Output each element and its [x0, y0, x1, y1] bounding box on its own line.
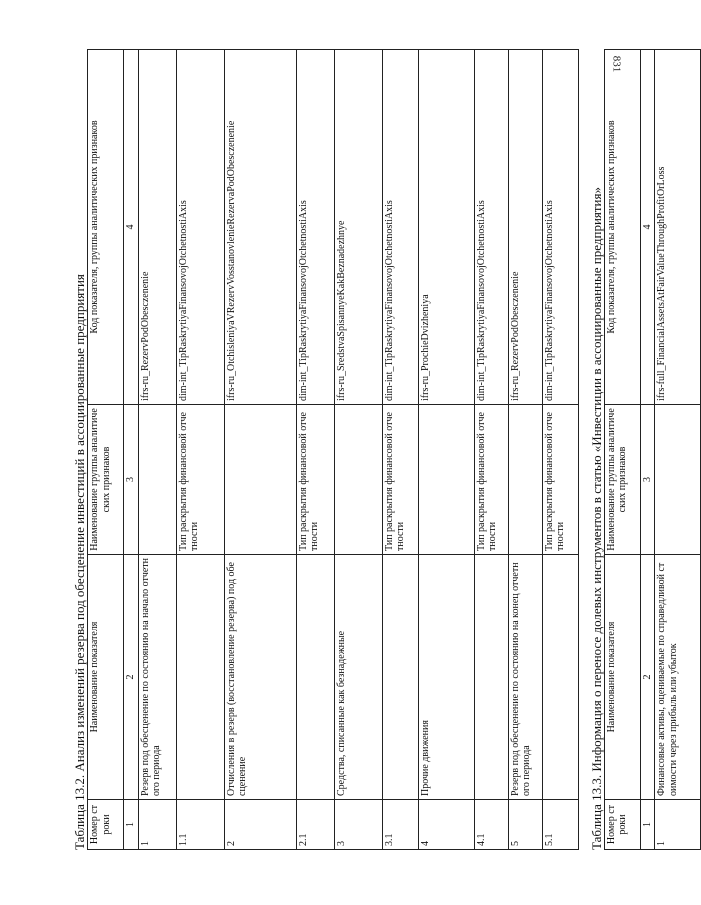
table-13-3	[604, 49, 701, 850]
row-number: 1	[655, 800, 701, 850]
column-number-cell: 2	[124, 555, 139, 800]
column-number-cell: 2	[640, 555, 655, 800]
indicator-name: Финансовые активы, оцениваемые по справедливой стоимости через прибыль или убыток	[655, 555, 701, 800]
row-number: 4	[418, 800, 474, 850]
indicator-code: ifrs-ru_OtchisleniyaVRezervVosstanovlenieRezervaPodObesczenenie	[224, 50, 296, 405]
table-13-3-caption: Таблица 13.3. Информация о переносе долевых инструментов в статью «Инвестиции в ассоциированные предприятия»	[588, 187, 604, 850]
attribute-group	[655, 405, 701, 555]
indicator-code: ifrs-ru_ProchieDvizheniya	[418, 50, 474, 405]
indicator-name: Отчисления в резерв (восстановление резерва) под обесценение	[224, 555, 296, 800]
row-number: 5.1	[542, 800, 578, 850]
table-row	[542, 50, 578, 850]
indicator-name	[474, 555, 508, 800]
indicator-code: dim-int_TipRaskrytiyaFinansovojOtchetnostiAxis	[176, 50, 224, 405]
table-row	[474, 50, 508, 850]
indicator-code: ifrs-ru_SredstvaSpisannyeKakBeznadezhnye	[334, 50, 382, 405]
table-row	[334, 50, 382, 850]
table-row	[382, 50, 418, 850]
column-number-row	[124, 50, 139, 850]
indicator-code: ifrs-ru_RezervPodObesczenenie	[508, 50, 542, 405]
table-row	[224, 50, 296, 850]
attribute-group	[334, 405, 382, 555]
table-header-row	[604, 50, 640, 850]
column-number-cell: 1	[640, 800, 655, 850]
attribute-group: Тип раскрытия финансовой отчетности	[382, 405, 418, 555]
column-number-cell: 3	[640, 405, 655, 555]
header-cell: Код показателя, группы аналитических признаков	[604, 50, 640, 405]
row-number: 5	[508, 800, 542, 850]
indicator-code: ifrs-full_FinancialAssetsAtFairValueThroughProfitOrLoss	[655, 50, 701, 405]
row-number: 3	[334, 800, 382, 850]
row-number: 4.1	[474, 800, 508, 850]
table-row	[655, 50, 701, 850]
column-number-cell: 4	[124, 50, 139, 405]
header-cell: Номер строки	[604, 800, 640, 850]
header-cell: Код показателя, группы аналитических признаков	[88, 50, 124, 405]
table-row	[508, 50, 542, 850]
attribute-group: Тип раскрытия финансовой отчетности	[176, 405, 224, 555]
column-number-cell: 4	[640, 50, 655, 405]
attribute-group	[508, 405, 542, 555]
header-cell: Номер строки	[88, 800, 124, 850]
table-header-row	[88, 50, 124, 850]
indicator-name: Прочие движения	[418, 555, 474, 800]
header-cell: Наименование показателя	[604, 555, 640, 800]
attribute-group	[418, 405, 474, 555]
row-number: 2.1	[296, 800, 334, 850]
indicator-name: Средства, списанные как безнадежные	[334, 555, 382, 800]
page-number: 831	[610, 55, 623, 73]
indicator-name	[542, 555, 578, 800]
attribute-group: Тип раскрытия финансовой отчетности	[296, 405, 334, 555]
row-number: 3.1	[382, 800, 418, 850]
indicator-code: ifrs-ru_RezervPodObesczenenie	[138, 50, 176, 405]
row-number: 1.1	[176, 800, 224, 850]
table-13-2-caption: Таблица 13.2. Анализ изменений резерва под обесценение инвестиций в ассоциированные предприятия	[72, 274, 87, 850]
table-row	[176, 50, 224, 850]
column-number-row	[640, 50, 655, 850]
indicator-code: dim-int_TipRaskrytiyaFinansovojOtchetnostiAxis	[542, 50, 578, 405]
table-row	[296, 50, 334, 850]
indicator-name	[296, 555, 334, 800]
table-13-2	[87, 49, 579, 850]
row-number: 1	[138, 800, 176, 850]
indicator-name: Резерв под обесценение по состоянию на конец отчетного периода	[508, 555, 542, 800]
rotated-page-content	[72, 50, 701, 850]
indicator-code: dim-int_TipRaskrytiyaFinansovojOtchetnostiAxis	[296, 50, 334, 405]
indicator-name	[176, 555, 224, 800]
column-number-cell: 1	[124, 800, 139, 850]
indicator-code: dim-int_TipRaskrytiyaFinansovojOtchetnostiAxis	[382, 50, 418, 405]
table-row	[138, 50, 176, 850]
column-number-cell: 3	[124, 405, 139, 555]
indicator-name	[382, 555, 418, 800]
header-cell: Наименование показателя	[88, 555, 124, 800]
indicator-code: dim-int_TipRaskrytiyaFinansovojOtchetnostiAxis	[474, 50, 508, 405]
row-number: 2	[224, 800, 296, 850]
attribute-group: Тип раскрытия финансовой отчетности	[542, 405, 578, 555]
indicator-name: Резерв под обесценение по состоянию на начало отчетного периода	[138, 555, 176, 800]
header-cell: Наименование группы аналитических признаков	[88, 405, 124, 555]
header-cell: Наименование группы аналитических признаков	[604, 405, 640, 555]
attribute-group: Тип раскрытия финансовой отчетности	[474, 405, 508, 555]
attribute-group	[224, 405, 296, 555]
attribute-group	[138, 405, 176, 555]
table-row	[418, 50, 474, 850]
